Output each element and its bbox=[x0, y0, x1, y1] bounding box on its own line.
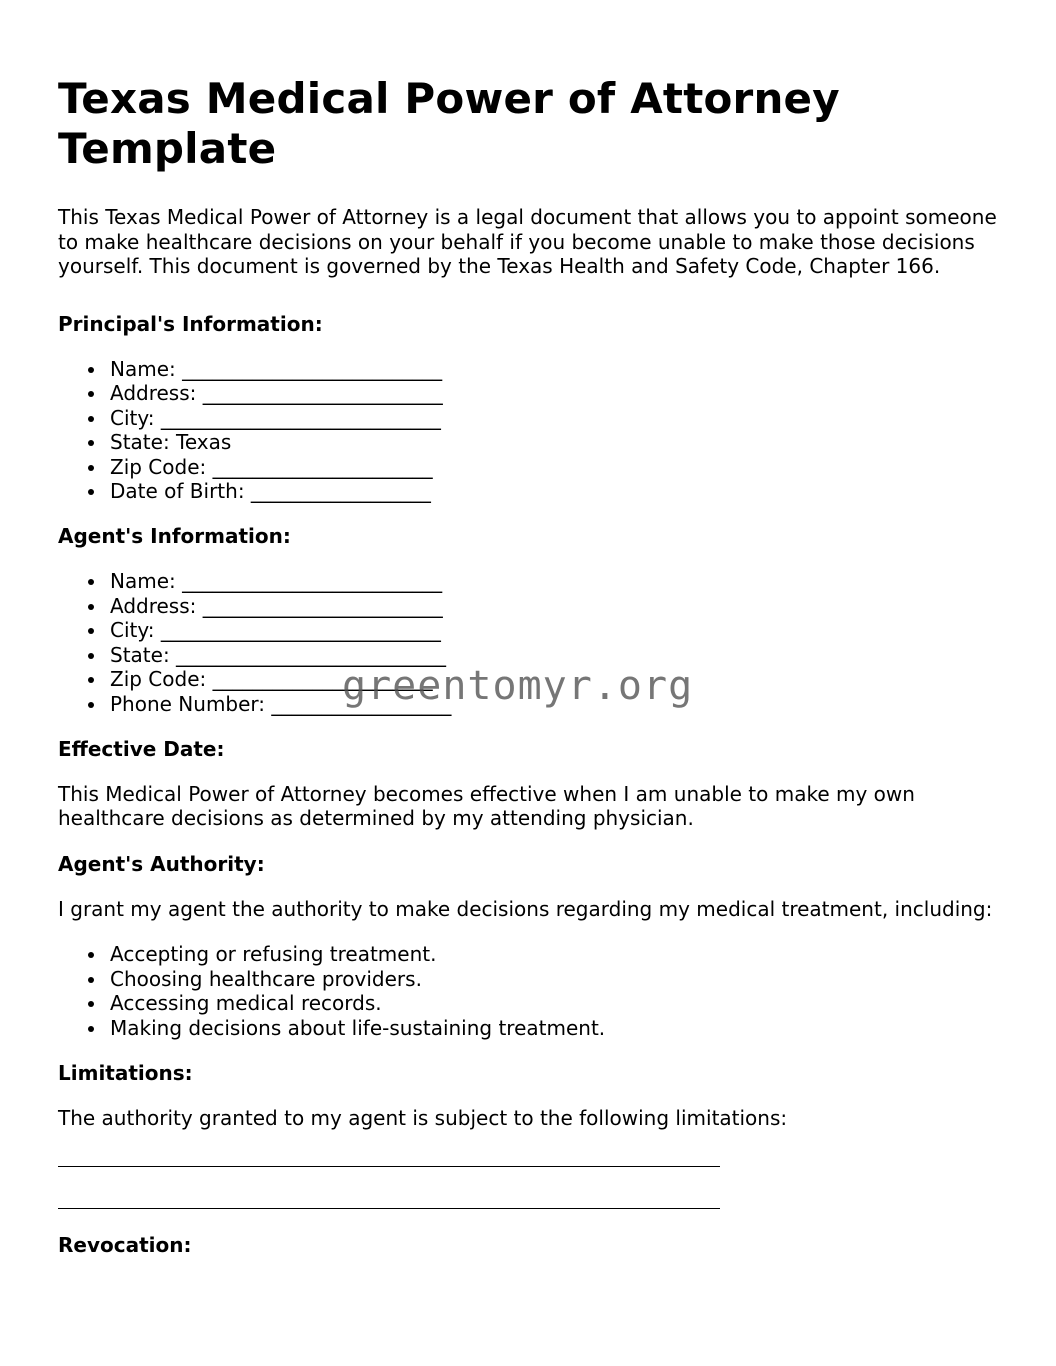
limitations-heading: Limitations: bbox=[58, 1060, 193, 1085]
agent-address-field: Address: ________________________ bbox=[110, 594, 998, 619]
principal-heading: Principal's Information: bbox=[58, 311, 323, 336]
effective-date-heading: Effective Date: bbox=[58, 736, 225, 761]
principal-dob-field: Date of Birth: __________________ bbox=[110, 479, 998, 504]
limitation-blank-line-1 bbox=[58, 1166, 720, 1167]
revocation-heading: Revocation: bbox=[58, 1233, 192, 1257]
authority-item: Making decisions about life-sustaining treatment. bbox=[110, 1016, 998, 1041]
authority-paragraph: I grant my agent the authority to make decisions regarding my medical treatment, including: bbox=[58, 896, 993, 921]
agent-state-field: State: ___________________________ bbox=[110, 643, 998, 668]
document-page bbox=[58, 0, 998, 1257]
authority-item: Accessing medical records. bbox=[110, 991, 998, 1016]
limitation-blank-line-2 bbox=[58, 1208, 720, 1209]
authority-heading: Agent's Authority: bbox=[58, 851, 265, 876]
principal-address-field: Address: ________________________ bbox=[110, 381, 998, 406]
principal-city-field: City: ____________________________ bbox=[110, 406, 998, 431]
authority-item: Accepting or refusing treatment. bbox=[110, 942, 998, 967]
principal-zip-field: Zip Code: ______________________ bbox=[110, 455, 998, 480]
principal-state-field: State: Texas bbox=[110, 430, 998, 455]
agent-heading: Agent's Information: bbox=[58, 524, 291, 549]
intro-paragraph: This Texas Medical Power of Attorney is a legal document that allows you to appoint someone to make healthcare decisions on your behalf if you become unable to make those decisions yourself. This document is governed by the Texas Health and Safety Code, Chapter 166. bbox=[58, 205, 997, 278]
agent-city-field: City: ____________________________ bbox=[110, 618, 998, 643]
page-title: Texas Medical Power of Attorney Template bbox=[58, 74, 840, 173]
principal-name-field: Name: __________________________ bbox=[110, 357, 998, 382]
authority-item: Choosing healthcare providers. bbox=[110, 967, 998, 992]
agent-phone-field: Phone Number: __________________ bbox=[110, 692, 998, 717]
limitations-paragraph: The authority granted to my agent is subject to the following limitations: bbox=[58, 1105, 788, 1130]
agent-name-field: Name: __________________________ bbox=[110, 569, 998, 594]
watermark-text: greentomyr.org bbox=[342, 663, 694, 709]
agent-zip-field: Zip Code: ______________________ bbox=[110, 667, 998, 692]
authority-list bbox=[58, 942, 998, 1040]
principal-fields-list bbox=[58, 357, 998, 505]
effective-date-paragraph: This Medical Power of Attorney becomes effective when I am unable to make my own healthcare decisions as determined by my attending physician. bbox=[58, 781, 915, 831]
